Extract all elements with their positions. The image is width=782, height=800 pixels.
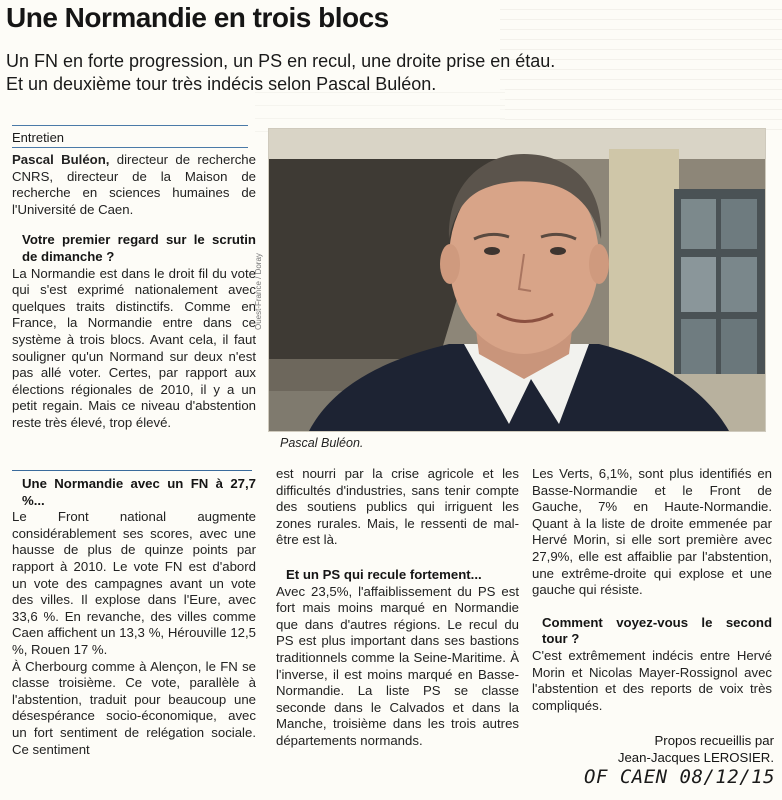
intro-paragraph <box>12 152 256 218</box>
column-1 <box>12 152 256 432</box>
column-1-lower <box>12 476 256 758</box>
intro-text: directeur de recherche CNRS, directeur de la Maison de recherche en sciences humaines de l'Université de Caen. <box>12 152 256 217</box>
rule-kicker <box>12 147 248 148</box>
signature <box>590 732 774 766</box>
rule-section <box>12 470 252 471</box>
question-2: Une Normandie avec un FN à 27,7 %... <box>22 476 256 508</box>
portrait-photo <box>268 128 766 432</box>
photo-caption: Pascal Buléon. <box>280 436 364 450</box>
answer-col3-2: C'est extrêmement indécis entre Hervé Morin et Nicolas Mayer-Rossignol avec l'abstention et des reports de voix très compliqués. <box>532 647 772 713</box>
headline: Une Normandie en trois blocs <box>6 2 389 33</box>
answer-col2-1: est nourri par la crise agricole et les difficultés d'industries, sans tenir compte des soutiens publics qui irriguent les zones rurales. Mais, le ressenti de mal-être est là. <box>276 466 519 548</box>
signature-line-2: Jean-Jacques LEROSIER. <box>617 750 774 765</box>
kicker-label: Entretien <box>12 130 65 145</box>
answer-col2-2: Avec 23,5%, l'affaiblissement du PS est fort mais moins marqué en Normandie que dans d'autres régions. Le recul du PS est plus important dans ses bastions traditionnels comme la Seine-Maritime. À l'inverse, il est moins marqué en Basse-Normandie. La liste PS se classe seconde dans le Calvados et dans la Manche, troisième dans les trois autres départements normands. <box>276 583 519 748</box>
answer-col3-1: Les Verts, 6,1%, sont plus identifiés en Basse-Normandie et le Front de Gauche, 7% en Haute-Normandie. Quant à la liste de droite emmenée par Hervé Morin, si elle sort première avec 27,9%, elle est affaiblie par l'abstention, une extrême-droite qui explose et une gauche qui résiste. <box>532 466 772 598</box>
intro-name: Pascal Buléon, <box>12 152 110 167</box>
answer-1: La Normandie est dans le droit fil du vote qui s'est exprimé nationalement avec quelques traits distinctifs. Comme en France, la Normandie entre dans ce système à trois blocs. Avant cela, il faut souligner qu'un Normand sur deux n'est pas allé voter. Certes, par rapport aux élections régionales de 2010, il y a un petit regain. Mais ce niveau d'abstention reste très élevé, trop élevé. <box>12 265 256 430</box>
question-col3: Comment voyez-vous le second tour ? <box>542 614 772 647</box>
answer-2: Le Front national augmente considérablement ses scores, avec une hausse de plus de quinze points par rapport à 2010. Le vote FN est d'abord un vote des campagnes avant un vote des villes. Il explose dans l'Eure, avec 33,6 %. En revanche, des villes comme Caen affichent un 13,3 %, Hérouville 12,5 %, Rouen 17 %. <box>12 509 256 657</box>
subtitle-line: Un FN en forte progression, un PS en recul, une droite prise en étau. <box>6 51 556 71</box>
question-1: Votre premier regard sur le scrutin de dimanche ? <box>22 232 256 264</box>
portrait-image <box>269 129 765 431</box>
handwritten-source-stamp: OF CAEN 08/12/15 <box>584 766 776 788</box>
subtitle <box>6 50 656 96</box>
subtitle-line: Et un deuxième tour très indécis selon Pascal Buléon. <box>6 74 437 94</box>
answer-3: À Cherbourg comme à Alençon, le FN se classe troisième. Ce vote, parallèle à l'abstention, traduit pour beaucoup une désespérance socio-économique, avec un fort sentiment de relégation sociale. Ce sentiment <box>12 658 256 757</box>
signature-line-1: Propos recueillis par <box>654 733 774 748</box>
column-2 <box>276 466 519 750</box>
question-col2: Et un PS qui recule fortement... <box>286 566 482 582</box>
column-3 <box>532 466 772 714</box>
photo-credit: Ouest-France / Doray <box>254 253 263 330</box>
rule-top <box>12 125 248 126</box>
